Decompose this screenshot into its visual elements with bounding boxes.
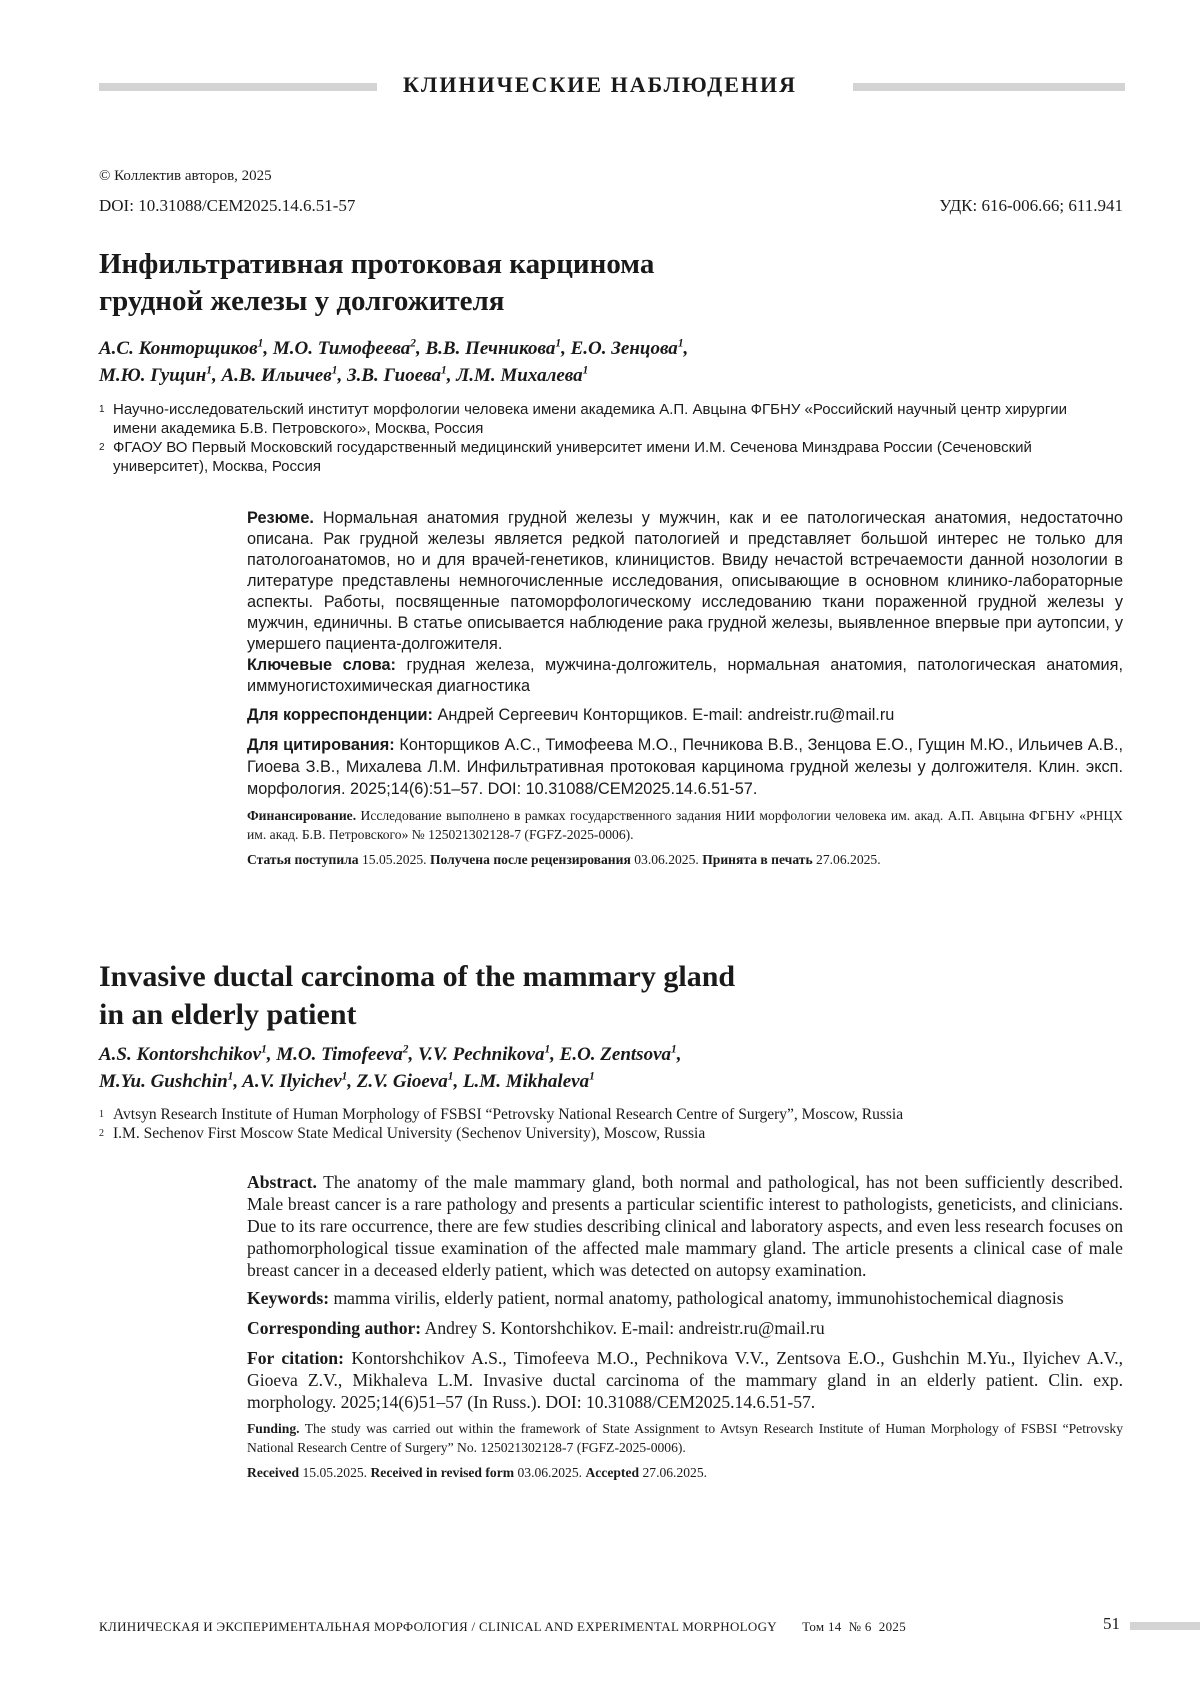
- author-name: Z.V. Gioeva: [357, 1071, 448, 1092]
- en-authors-line-2: M.Yu. Gushchin1, A.V. Ilyichev1, Z.V. Gioeva1, L.M. Mikhaleva1: [99, 1068, 681, 1095]
- section-title: КЛИНИЧЕСКИЕ НАБЛЮДЕНИЯ: [0, 72, 1200, 98]
- en-affiliations: [99, 1105, 1109, 1143]
- en-dates: Received 15.05.2025. Received in revised form 03.06.2025. Accepted 27.06.2025.: [247, 1463, 1123, 1482]
- en-authors-line-1: A.S. Kontorshchikov1, M.O. Timofeeva2, V.V. Pechnikova1, E.O. Zentsova1,: [99, 1041, 681, 1068]
- author-name: А.С. Конторщиков: [99, 338, 258, 359]
- author-affiliation-mark: 1: [261, 1044, 267, 1056]
- author-affiliation-mark: 1: [678, 338, 684, 350]
- affiliation-item: [99, 438, 1099, 476]
- affiliation-text: I.M. Sechenov First Moscow State Medical University (Sechenov University), Moscow, Russia: [113, 1124, 705, 1143]
- author-name: Е.О. Зенцова: [571, 338, 678, 359]
- author-affiliation-mark: 1: [448, 1071, 454, 1083]
- author-name: Л.М. Михалева: [456, 365, 582, 386]
- en-funding: Funding. The study was carried out within the framework of State Assignment to Avtsyn Research Institute of Human Morphology of FSBSI “Petrovsky National Research Centre of Surgery” No. 125021302128-7 (FGFZ-2025-0006).: [247, 1419, 1123, 1457]
- author-affiliation-mark: 1: [206, 365, 212, 377]
- en-abstract: Abstract. The anatomy of the male mammary gland, both normal and pathological, has not been sufficiently described. Male breast cancer is a rare pathology and presents a particular scientific interest to pathologists, geneticists, and clinicians. Due to its rare occurrence, there are few studies describing clinical and laboratory aspects, and even less research focuses on pathomorphological tissue examination of the affected male mammary gland. The article presents a clinical case of male breast cancer in a deceased elderly patient, which was detected on autopsy examination.: [247, 1171, 1123, 1281]
- ru-authors-line-1: А.С. Конторщиков1, М.О. Тимофеева2, В.В. Печникова1, Е.О. Зенцова1,: [99, 335, 688, 362]
- author-name: E.O. Zentsova: [560, 1044, 671, 1065]
- ru-affiliations: [99, 400, 1099, 476]
- udk: УДК: 616-006.66; 611.941: [939, 196, 1123, 216]
- author-name: М.Ю. Гущин: [99, 365, 206, 386]
- ru-authors-line-2: М.Ю. Гущин1, А.В. Ильичев1, З.В. Гиоева1, Л.М. Михалева1: [99, 362, 688, 389]
- en-citation: For citation: Kontorshchikov A.S., Timofeeva M.O., Pechnikova V.V., Zentsova E.O., Gushchin M.Yu., Ilyichev A.V., Gioeva Z.V., Mikhaleva L.M. Invasive ductal carcinoma of the mammary gland in an elderly patient. Clin. exp. morphology. 2025;14(6)51–57 (In Russ.). DOI: 10.31088/CEM2025.14.6.51-57.: [247, 1347, 1123, 1413]
- ru-abstract-block: [247, 508, 1123, 869]
- author-name: A.V. Ilyichev: [242, 1071, 341, 1092]
- author-name: А.В. Ильичев: [221, 365, 331, 386]
- en-keywords: Keywords: mamma virilis, elderly patient, normal anatomy, pathological anatomy, immunohistochemical diagnosis: [247, 1287, 1123, 1309]
- author-name: V.V. Pechnikova: [418, 1044, 545, 1065]
- en-title: Invasive ductal carcinoma of the mammary gland in an elderly patient: [99, 958, 735, 1034]
- ru-funding: Финансирование. Исследование выполнено в рамках государственного задания НИИ морфологии человека им. акад. А.П. Авцына ФГБНУ «РНЦХ им. акад. Б.В. Петровского» № 125021302128-7 (FGFZ-2025-0006).: [247, 806, 1123, 844]
- author-name: М.О. Тимофеева: [273, 338, 410, 359]
- author-name: L.M. Mikhaleva: [463, 1071, 589, 1092]
- author-name: В.В. Печникова: [425, 338, 555, 359]
- affiliation-number: 2: [99, 438, 113, 476]
- en-correspondence: Corresponding author: Andrey S. Kontorshchikov. E-mail: andreistr.ru@mail.ru: [247, 1317, 1123, 1339]
- copyright: © Коллектив авторов, 2025: [99, 168, 272, 185]
- ru-abstract: Резюме. Нормальная анатомия грудной железы у мужчин, как и ее патологическая анатомия, недостаточно описана. Рак грудной железы является редкой патологией и представляет большой интерес не только для патологоанатомов, но и для врачей-генетиков, клиницистов. Ввиду нечастой встречаемости данной нозологии в литературе представлены немногочисленные исследования, описывающие в основном клинико-лабораторные аспекты. Работы, посвященные патоморфологическому исследованию ткани пораженной грудной железы у мужчин, единичны. В статье описывается наблюдение рака грудной железы, выявленное впервые при аутопсии, у умершего пациента-долгожителя.: [247, 508, 1123, 655]
- author-affiliation-mark: 1: [441, 365, 447, 377]
- author-affiliation-mark: 1: [228, 1071, 234, 1083]
- affiliation-text: Научно-исследовательский институт морфологии человека имени академика А.П. Авцына ФГБНУ «Российский научный центр хирургии имени академика Б.В. Петровского», Москва, Россия: [113, 400, 1099, 438]
- affiliation-item: [99, 400, 1099, 438]
- author-affiliation-mark: 1: [258, 338, 264, 350]
- affiliation-item: [99, 1105, 1109, 1124]
- author-name: M.O. Timofeeva: [276, 1044, 402, 1065]
- author-name: З.В. Гиоева: [347, 365, 441, 386]
- affiliation-item: [99, 1124, 1109, 1143]
- author-affiliation-mark: 2: [410, 338, 416, 350]
- affiliation-text: Avtsyn Research Institute of Human Morphology of FSBSI “Petrovsky National Research Centre of Surgery”, Moscow, Russia: [113, 1105, 903, 1124]
- ru-dates: Статья поступила 15.05.2025. Получена после рецензирования 03.06.2025. Принята в печать 27.06.2025.: [247, 850, 1123, 869]
- affiliation-number: 1: [99, 400, 113, 438]
- author-affiliation-mark: 1: [332, 365, 338, 377]
- ru-authors: [99, 335, 688, 389]
- page-number: 51: [1103, 1614, 1120, 1634]
- ru-correspondence: Для корреспонденции: Андрей Сергеевич Конторщиков. E-mail: andreistr.ru@mail.ru: [247, 705, 1123, 726]
- author-affiliation-mark: 1: [342, 1071, 348, 1083]
- affiliation-text: ФГАОУ ВО Первый Московский государственный медицинский университет имени И.М. Сеченова Минздрава России (Сеченовский университет), Москва, Россия: [113, 438, 1099, 476]
- author-name: M.Yu. Gushchin: [99, 1071, 228, 1092]
- affiliation-number: 1: [99, 1105, 113, 1124]
- en-abstract-block: [247, 1171, 1123, 1482]
- footer-rule: [1130, 1622, 1200, 1630]
- author-affiliation-mark: 1: [555, 338, 561, 350]
- author-affiliation-mark: 1: [589, 1071, 595, 1083]
- affiliation-number: 2: [99, 1124, 113, 1143]
- journal-name: КЛИНИЧЕСКАЯ И ЭКСПЕРИМЕНТАЛЬНАЯ МОРФОЛОГИЯ / CLINICAL AND EXPERIMENTAL MORPHOLOGY: [99, 1619, 777, 1634]
- doi: DOI: 10.31088/CEM2025.14.6.51-57: [99, 196, 355, 216]
- author-name: A.S. Kontorshchikov: [99, 1044, 261, 1065]
- author-affiliation-mark: 1: [544, 1044, 550, 1056]
- author-affiliation-mark: 1: [583, 365, 589, 377]
- ru-keywords: Ключевые слова: грудная железа, мужчина-долгожитель, нормальная анатомия, патологическая анатомия, иммуногистохимическая диагностика: [247, 655, 1123, 697]
- en-authors: [99, 1041, 681, 1095]
- ru-citation: Для цитирования: Конторщиков А.С., Тимофеева М.О., Печникова В.В., Зенцова Е.О., Гущин М.Ю., Ильичев А.В., Гиоева З.В., Михалева Л.М. Инфильтративная протоковая карцинома грудной железы у долгожителя. Клин. эксп. морфология. 2025;14(6):51–57. DOI: 10.31088/CEM2025.14.6.51-57.: [247, 734, 1123, 800]
- ru-title: Инфильтративная протоковая карцинома грудной железы у долгожителя: [99, 246, 654, 320]
- journal-issue: Том 14 № 6 2025: [802, 1619, 906, 1634]
- page-footer: [99, 1619, 906, 1635]
- author-affiliation-mark: 2: [403, 1044, 409, 1056]
- author-affiliation-mark: 1: [671, 1044, 677, 1056]
